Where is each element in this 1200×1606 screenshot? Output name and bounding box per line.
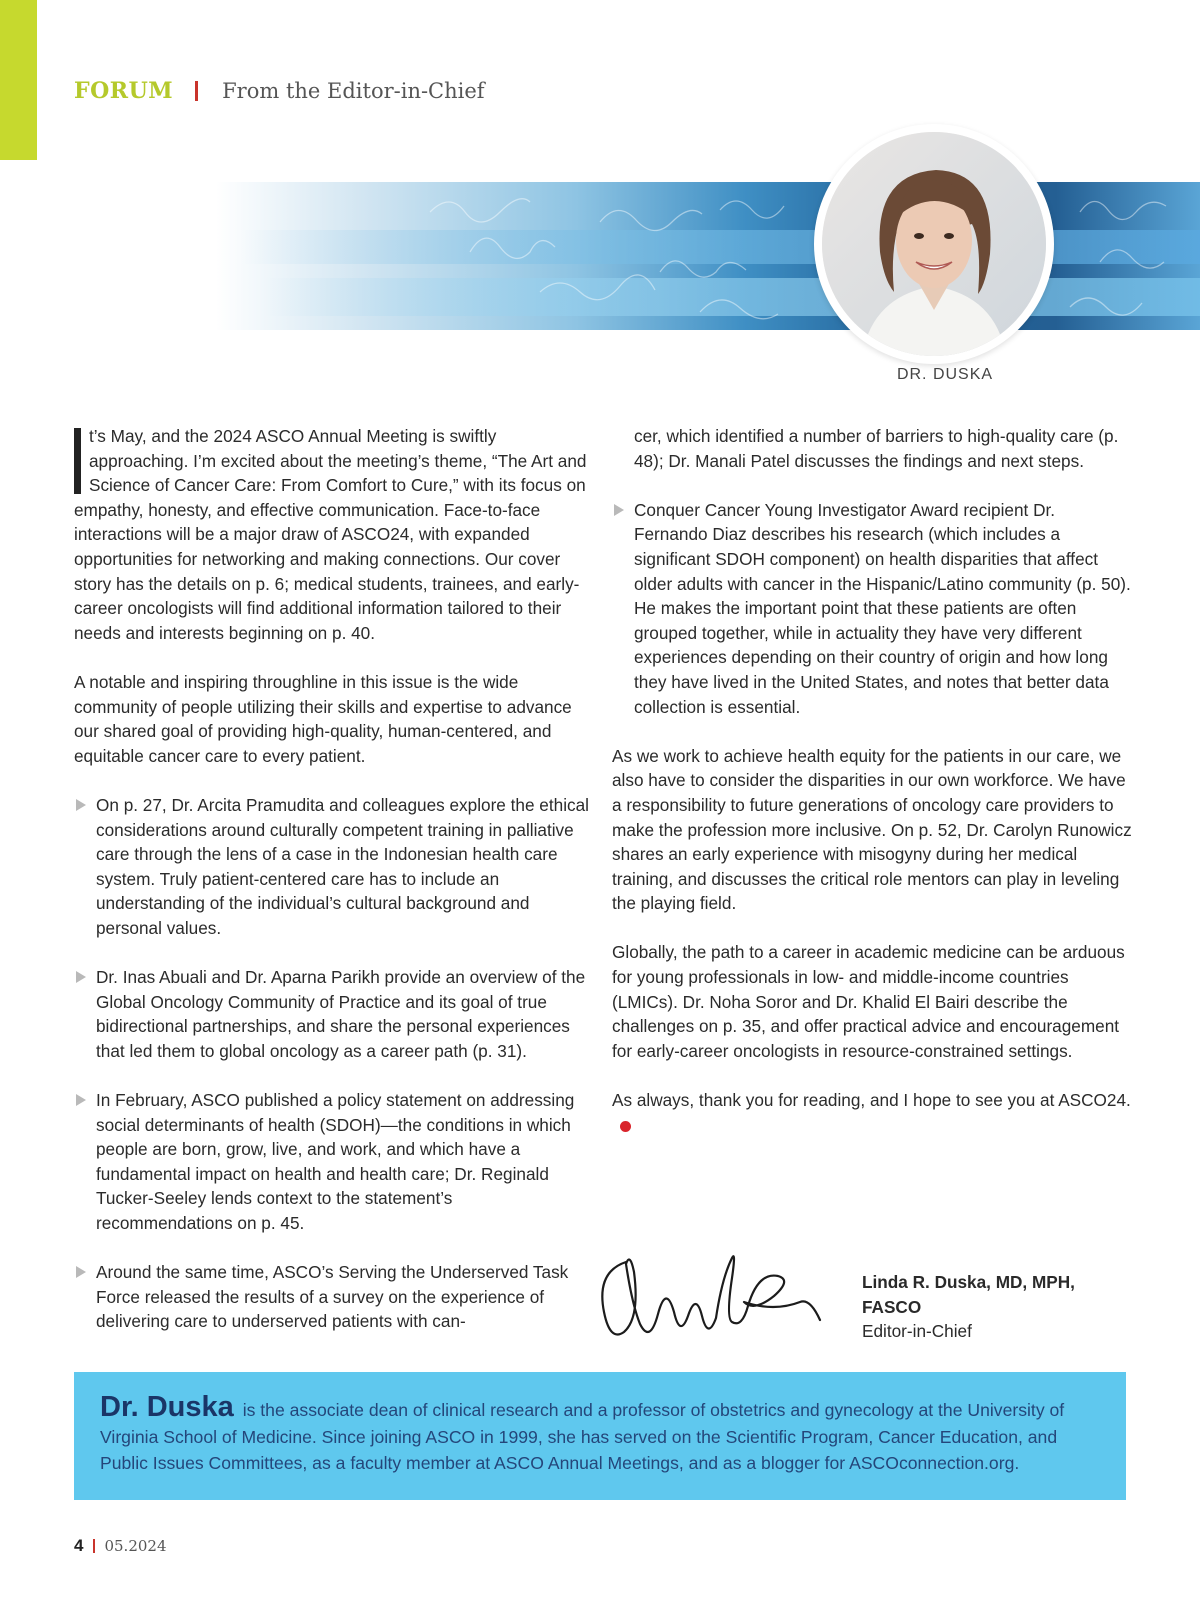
body-paragraph: Globally, the path to a career in academic medicine can be arduous for young professionals in low- and middle-income countries (LMICs). Dr. Noha Soror and Dr. Khalid El Bairi describe the challenges on p. 35, and offer practical advice and encouragement for early-career oncologists in resource-constrained settings. [612, 942, 1125, 1061]
footer-separator [93, 1539, 95, 1553]
end-mark-dot [620, 1121, 631, 1132]
page-number: 4 [74, 1536, 84, 1555]
signer-title: Editor-in-Chief [862, 1321, 972, 1342]
bullet-item: Conquer Cancer Young Investigator Award recipient Dr. Fernando Diaz describes his research (which includes a significant SDOH component) on health disparities that affect older adults with cancer in the Hispanic/Latino community (p. 50). He makes the important point that these patients are often grouped together, while in actuality they have very different experiences depending on their country of origin and how long they have lived in the United States, and notes that better data collection is essential. [612, 498, 1132, 719]
bullet-triangle-icon [76, 1266, 86, 1278]
accent-bar [0, 0, 37, 160]
handwritten-signature [596, 1242, 832, 1350]
page-footer [74, 1536, 167, 1556]
closing-paragraph: As always, thank you for reading, and I hope to see you at ASCO24. [612, 1088, 1132, 1137]
body-paragraph: A notable and inspiring throughline in this issue is the wide community of people utilizing their skills and expertise to advance our shared goal of providing high-quality, human-centered, and equitable cancer care to every patient. [74, 671, 572, 766]
bullet-item: In February, ASCO published a policy statement on addressing social determinants of health (SDOH)—the conditions in which people are born, grow, live, and work, and which have a fundamental impact on health and health care; Dr. Reginald Tucker-Seeley lends context to the statement’s recommendations on p. 45. [74, 1088, 590, 1236]
article-left-column [74, 424, 590, 1359]
author-portrait [822, 132, 1046, 356]
bullet-triangle-icon [76, 799, 86, 811]
signer-block [862, 1270, 1122, 1344]
bullet-triangle-icon [614, 504, 624, 516]
bullet-item: On p. 27, Dr. Arcita Pramudita and colleagues explore the ethical considerations around culturally competent training in palliative care through the lens of a case in the Indonesian health care system. Truly patient-centered care has to include an understanding of the individual’s cultural background and personal values. [74, 793, 590, 941]
bullet-item: Dr. Inas Abuali and Dr. Aparna Parikh provide an overview of the Global Oncology Community of Practice and its goal of true bidirectional partnerships, and share the personal experiences that led them to global oncology as a career path (p. 31). [74, 965, 590, 1063]
section-title: From the Editor-in-Chief [222, 79, 485, 103]
bullet-triangle-icon [76, 971, 86, 983]
photo-caption: DR. DUSKA [896, 366, 994, 383]
issue-date: 05.2024 [104, 1537, 167, 1555]
signer-credentials: FASCO [862, 1296, 922, 1317]
bio-text: is the associate dean of clinical research and a professor of obstetrics and gynecology at the University of Virginia School of Medicine. Since joining ASCO in 1999, she has served on the Scientific Program, Cancer Education, and Public Issues Committees, as a faculty member at ASCO Annual Meetings, and as a blogger for ASCOconnection.org. [100, 1400, 1065, 1473]
signer-name: Linda R. Duska, MD, MPH, [862, 1272, 1075, 1292]
bullet-continuation: cer, which identified a number of barriers to high-quality care (p. 48); Dr. Manali Patel discusses the findings and next steps. [634, 426, 1119, 471]
portrait-frame [814, 124, 1054, 364]
article-right-column [612, 424, 1132, 1162]
intro-paragraph: t’s May, and the 2024 ASCO Annual Meeting is swiftly approaching. I’m excited about the meeting’s theme, “The Art and Science of Cancer Care: From Comfort to Cure,” with its focus on empathy, honesty, and effective communication. Face-to-face interactions will be a major draw of ASCO24, with expanded opportunities for networking and making connections. Our cover story has the details on p. 6; medical students, trainees, and early-career oncologists will find additional information tailored to their needs and interests beginning on p. 40. [74, 426, 587, 643]
bio-name: Dr. Duska [100, 1391, 234, 1423]
bullet-item: Around the same time, ASCO’s Serving the Underserved Task Force released the results of a survey on the experience of delivering care to underserved patients with can- [74, 1260, 590, 1334]
header-separator [195, 81, 198, 101]
bullet-triangle-icon [76, 1094, 86, 1106]
body-paragraph: As we work to achieve health equity for the patients in our care, we also have to consider the disparities in our own workforce. We have a responsibility to future generations of oncology care providers to make the profession more inclusive. On p. 52, Dr. Carolyn Runowicz shares an early experience with misogyny during her medical training, and discusses the critical role mentors can play in leveling the playing field. [612, 745, 1132, 914]
author-bio-box [74, 1372, 1126, 1500]
section-label: FORUM [74, 78, 174, 104]
page-header [74, 74, 485, 108]
drop-cap-i [74, 428, 81, 494]
